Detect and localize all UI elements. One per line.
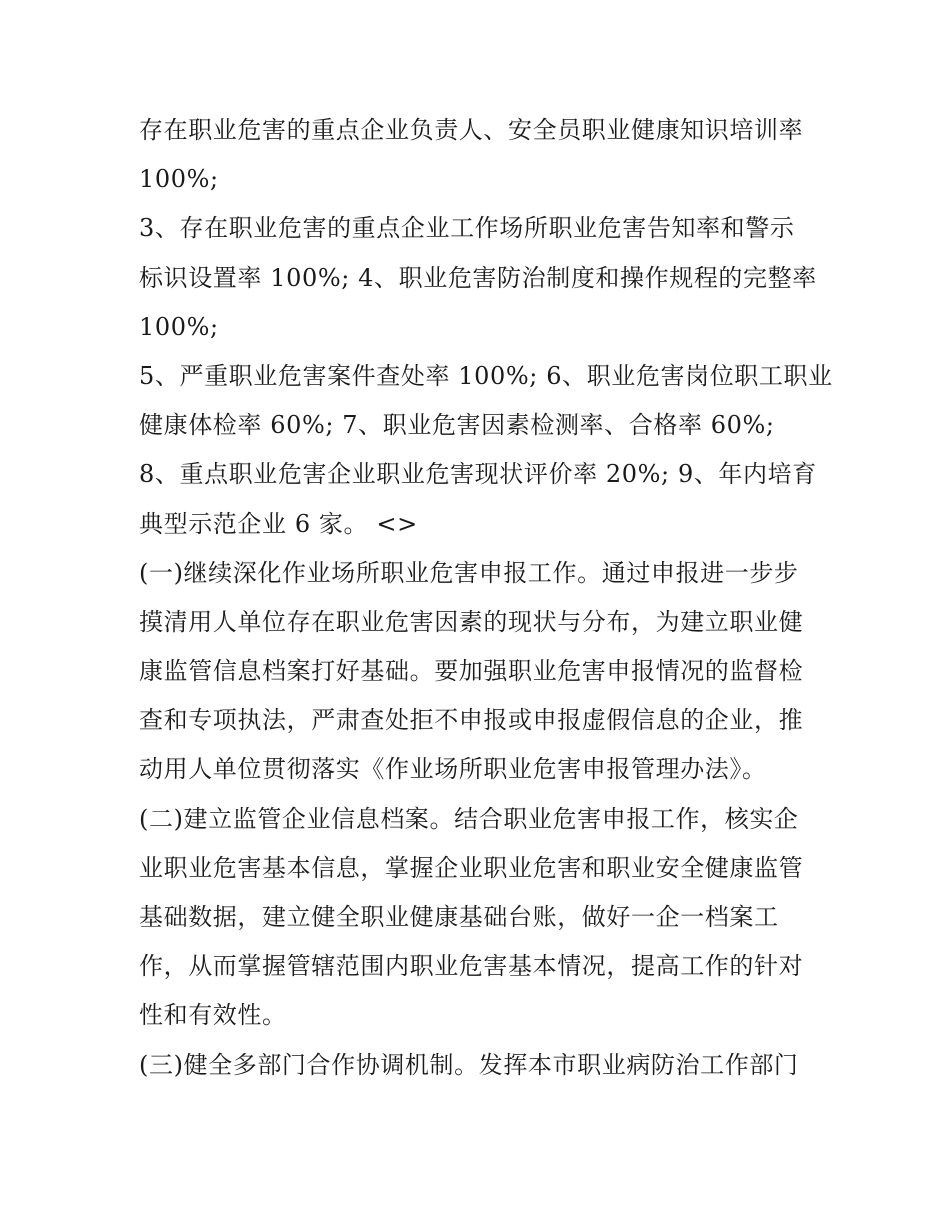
text-line: 作，从而掌握管辖范围内职业危害基本情况，提高工作的针对	[139, 952, 804, 981]
text-line: 健康体检率 60%; 7、职业危害因素检测率、合格率 60%;	[139, 411, 775, 440]
document-body	[139, 106, 833, 1090]
text-line: (一)继续深化作业场所职业危害申报工作。通过申报进一步步	[139, 558, 799, 587]
text-line: 100%;	[139, 312, 219, 341]
text-line: 业职业危害基本信息，掌握企业职业危害和职业安全健康监管	[139, 853, 804, 882]
text-line: (二)建立监管企业信息档案。结合职业危害申报工作，核实企	[139, 804, 799, 833]
text-line: 查和专项执法，严肃查处拒不申报或申报虚假信息的企业，推	[139, 706, 804, 735]
text-line: 标识设置率 100%; 4、职业危害防治制度和操作规程的完整率	[139, 263, 817, 292]
text-line: 3、存在职业危害的重点企业工作场所职业危害告知率和警示	[139, 214, 795, 243]
text-line: 动用人单位贯彻落实《作业场所职业危害申报管理办法》。	[139, 755, 767, 784]
text-line: 康监管信息档案打好基础。要加强职业危害申报情况的监督检	[139, 657, 804, 686]
text-line: 100%;	[139, 165, 219, 194]
text-line: 存在职业危害的重点企业负责人、安全员职业健康知识培训率	[139, 116, 804, 144]
text-line: (三)健全多部门合作协调机制。发挥本市职业病防治工作部门	[139, 1050, 799, 1079]
text-line: 性和有效性。	[139, 1001, 287, 1030]
text-line: 基础数据，建立健全职业健康基础台账，做好一企一档案工	[139, 903, 779, 931]
text-line: 5、严重职业危害案件查处率 100%; 6、职业危害岗位职工职业	[139, 361, 833, 390]
text-line: 摸清用人单位存在职业危害因素的现状与分布，为建立职业健	[139, 607, 804, 636]
text-line: 典型示范企业 6 家。 <>	[139, 509, 418, 538]
text-line: 8、重点职业危害企业职业危害现状评价率 20%; 9、年内培育	[139, 460, 817, 489]
